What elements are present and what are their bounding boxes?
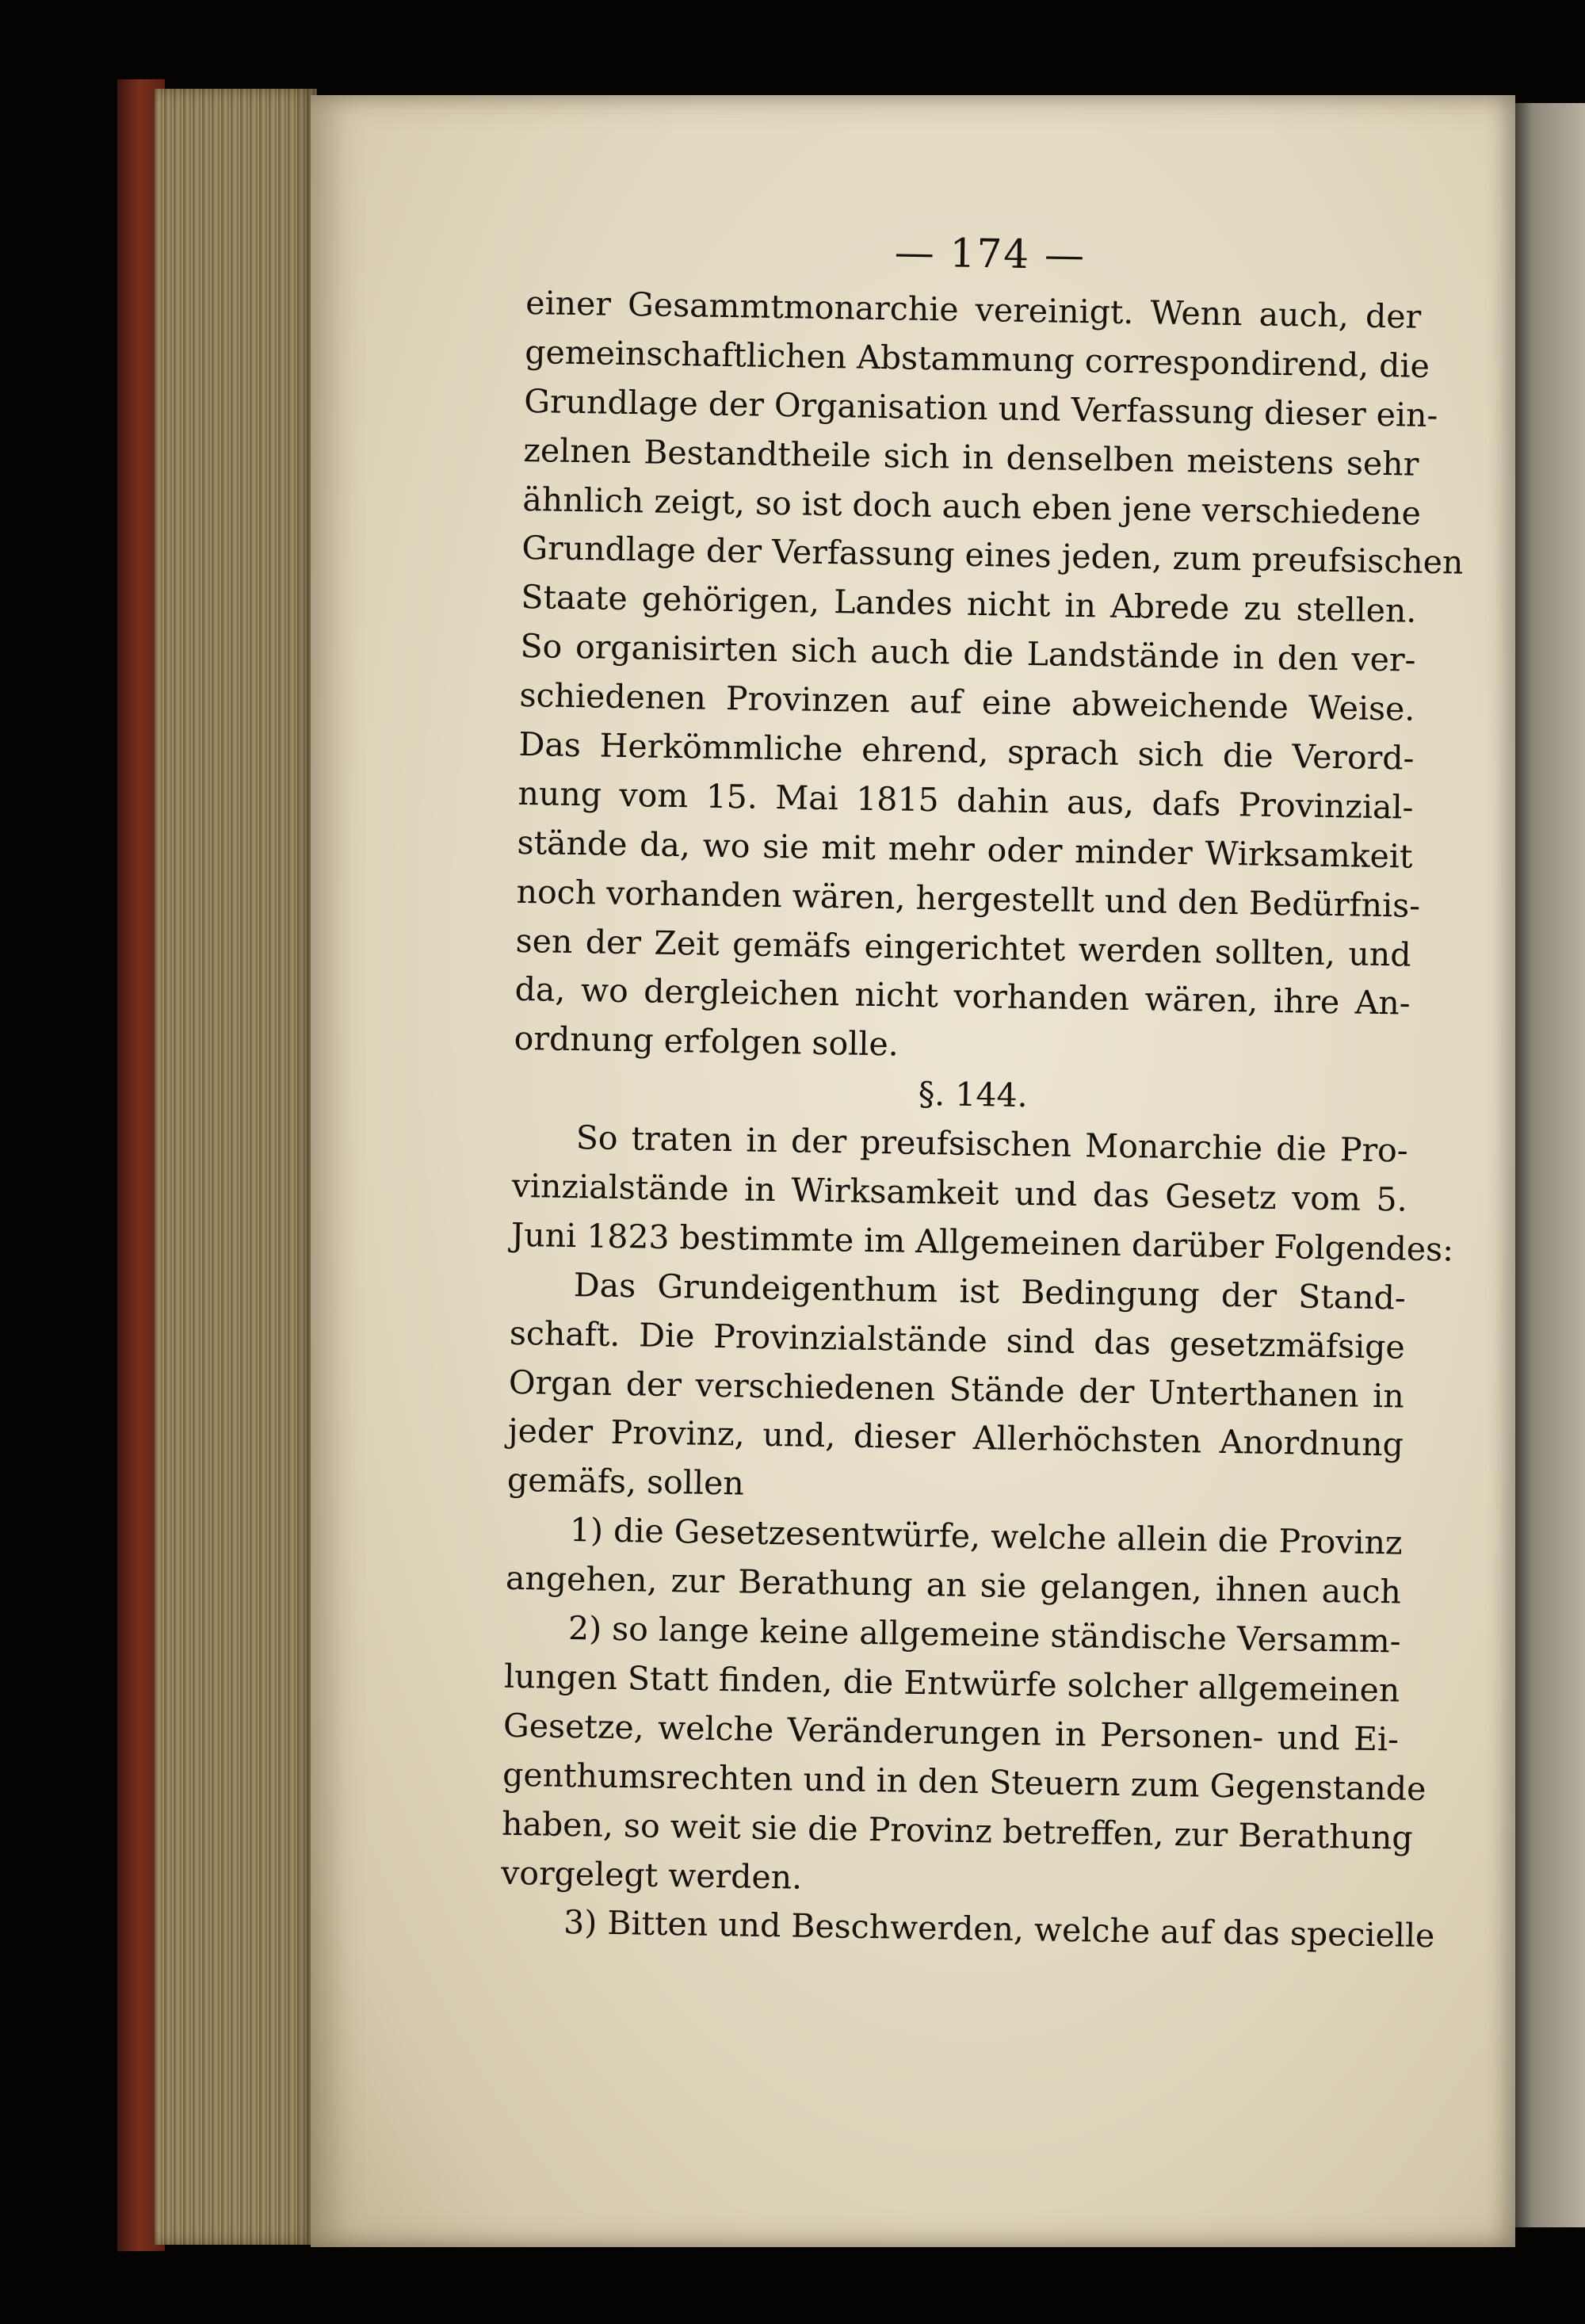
text-line: gemeinschaftlichen Abstammung correspondirend, die (524, 332, 1430, 385)
text-line: Organ der verschiedenen Stände der Unterthanen in (508, 1363, 1405, 1416)
text-line: genthumsrechten und in den Steuern zum Gegenstande (502, 1755, 1426, 1808)
text-line: angehen, zur Berathung an sie gelangen, ihnen auch (505, 1558, 1402, 1611)
text-line: zelnen Bestandtheile sich in denselben meistens sehr (523, 430, 1419, 484)
page-block-edge (155, 89, 317, 2245)
text-line: Das Grundeigenthum ist Bedingung der Stand- (573, 1265, 1407, 1317)
text-line: einer Gesammtmonarchie vereinigt. Wenn auch, der (525, 283, 1422, 336)
text-line: Gesetze, welche Veränderungen in Personen- und Ei- (502, 1706, 1400, 1759)
text-line: Juni 1823 bestimmte im Allgemeinen darüber Folgendes: (510, 1215, 1454, 1269)
facing-page-edge (1510, 103, 1585, 2227)
text-line: Staate gehörigen, Landes nicht in Abrede zu stellen. (521, 578, 1417, 631)
text-line: Grundlage der Organisation und Verfassung dieser ein- (524, 381, 1438, 434)
text-line: stände da, wo sie mit mehr oder minder Wirksamkeit (517, 823, 1413, 876)
text-line: ordnung erfolgen solle. (514, 1019, 899, 1064)
text-line: nung vom 15. Mai 1815 dahin aus, dafs Provinzial- (518, 774, 1414, 827)
text-line: lungen Statt finden, die Entwürfe solcher allgemeinen (503, 1657, 1400, 1710)
text-line: Das Herkömmliche ehrend, sprach sich die Verord- (518, 724, 1415, 778)
section-heading: §. 144. (918, 1075, 1028, 1115)
text-line: vorgelegt werden. (500, 1853, 803, 1897)
text-line: vinzialstände in Wirksamkeit und das Gesetz vom 5. (511, 1166, 1408, 1219)
list-item: 3) Bitten und Beschwerden, welche auf das specielle (563, 1903, 1435, 1955)
list-item: 2) so lange keine allgemeine ständische Versamm- (567, 1609, 1401, 1661)
text-line: Grundlage der Verfassung eines jeden, zum preufsischen (521, 529, 1464, 583)
text-line: gemäfs, sollen (506, 1461, 745, 1503)
page-text (500, 219, 1464, 1961)
text-line: noch vorhanden wären, hergestellt und den Bedürfnis- (516, 872, 1421, 925)
text-line: haben, so weit sie die Provinz betreffen, zur Berathung (501, 1804, 1414, 1857)
list-item: 1) die Gesetzesentwürfe, welche allein die Provinz (569, 1511, 1403, 1562)
text-line: jeder Provinz, und, dieser Allerhöchsten Anordnung (507, 1412, 1404, 1465)
text-line: sen der Zeit gemäfs eingerichtet werden sollten, und (515, 921, 1411, 974)
text-line: schaft. Die Provinzialstände sind das gesetzmäfsige (509, 1313, 1406, 1366)
text-line: schiedenen Provinzen auf eine abweichende Weise. (519, 676, 1415, 728)
text-line: So traten in der preufsischen Monarchie die Pro- (575, 1118, 1409, 1170)
text-line: ähnlich zeigt, so ist doch auch eben jene verschiedene (522, 480, 1422, 533)
text-line: So organisirten sich auch die Landstände in den ver- (520, 627, 1416, 679)
page-number: — 174 — (894, 229, 1087, 279)
text-line: da, wo dergleichen nicht vorhanden wären, ihre An- (514, 970, 1411, 1023)
